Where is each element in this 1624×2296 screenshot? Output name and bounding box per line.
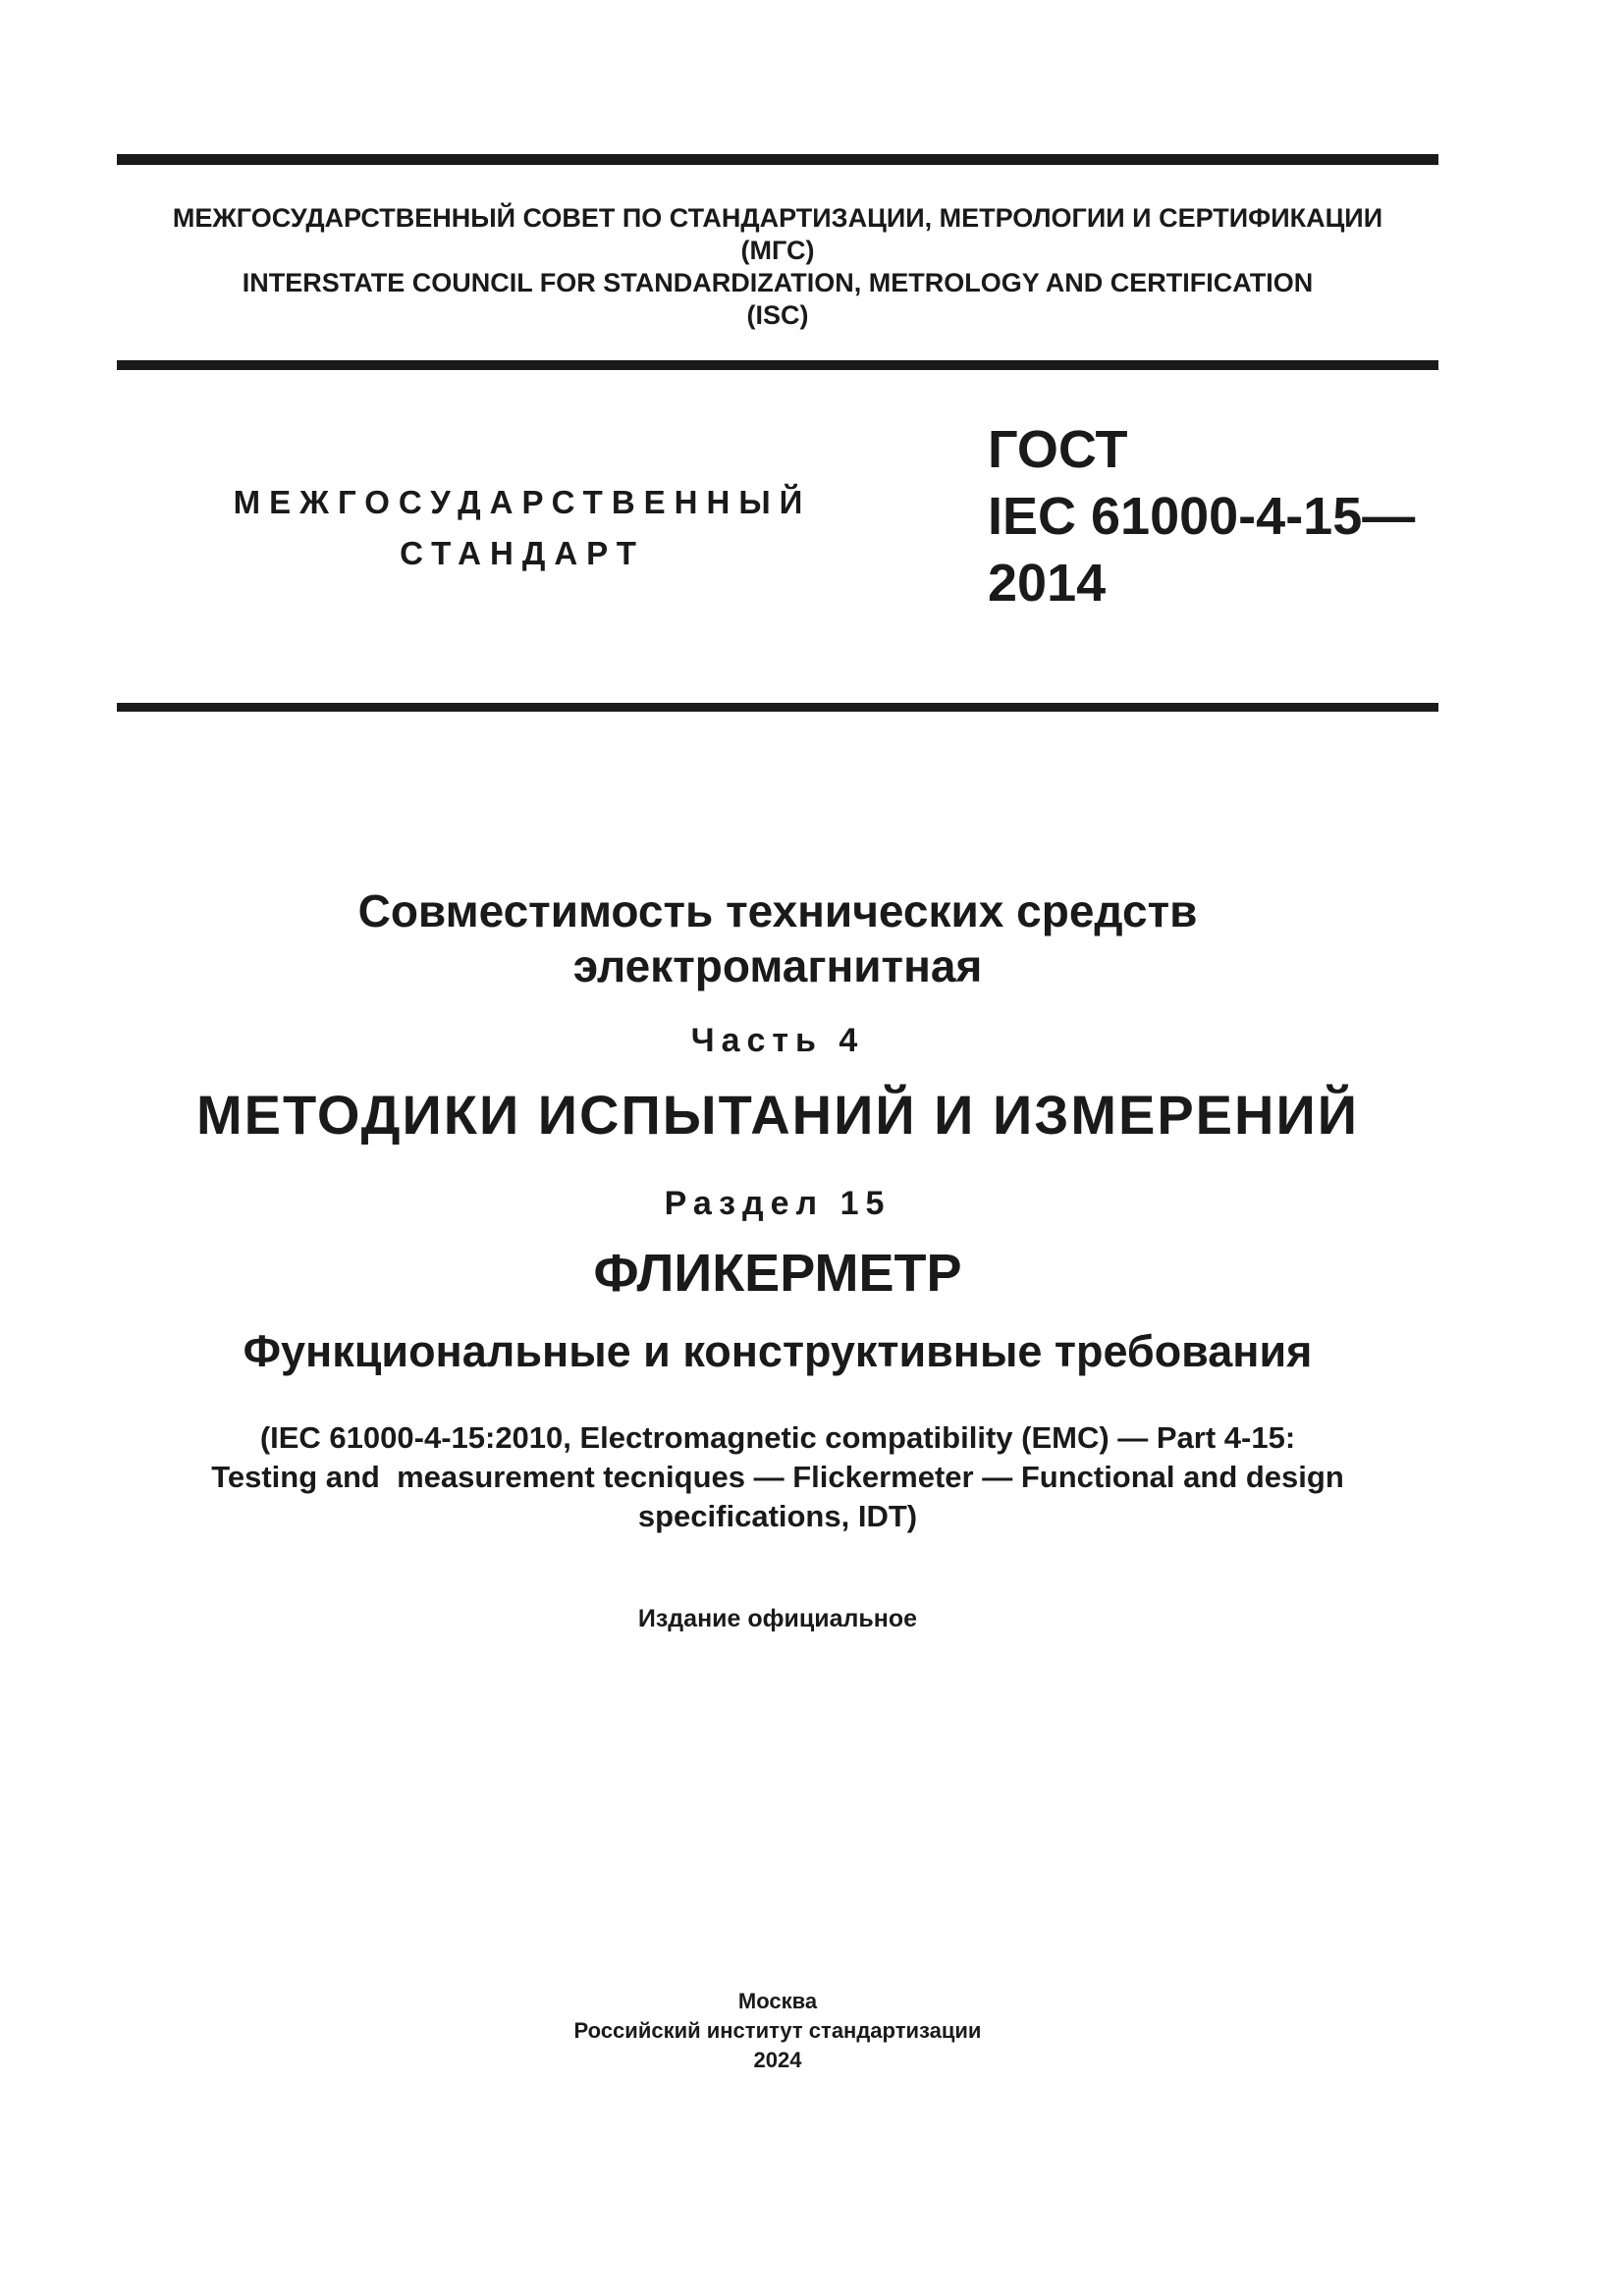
middle-rule (117, 360, 1438, 370)
iec-reference-line2: Testing and measurement tecniques — Flickermeter — Functional and design (211, 1460, 1344, 1494)
standard-designation (988, 416, 1415, 616)
designation-number: IEC 61000-4-15— (988, 487, 1416, 546)
council-abbr-en: (ISC) (746, 300, 809, 330)
section-title: ФЛИКЕРМЕТР (593, 1244, 962, 1303)
council-name-en: INTERSTATE COUNCIL FOR STANDARDIZATION, METROLOGY AND CERTIFICATION (242, 268, 1314, 297)
council-abbr-ru: (МГС) (740, 236, 815, 265)
standard-type-line2: СТАНДАРТ (400, 535, 645, 571)
edition-note: Издание официальное (637, 1605, 918, 1632)
council-header (117, 202, 1438, 332)
top-rule (117, 154, 1438, 165)
iec-reference (117, 1418, 1438, 1536)
designation-gost: ГОСТ (988, 420, 1128, 479)
imprint-publisher: Российский институт стандартизации (573, 2018, 982, 2043)
subtitle: Функциональные и конструктивные требования (243, 1326, 1313, 1376)
part-label: Часть 4 (690, 1022, 865, 1059)
standard-type-line1: МЕЖГОСУДАРСТВЕННЫЙ (233, 484, 812, 520)
imprint (117, 1987, 1438, 2075)
designation-year: 2014 (988, 554, 1107, 613)
imprint-year: 2024 (753, 2048, 802, 2072)
section-label: Раздел 15 (664, 1185, 892, 1222)
document-title (117, 883, 1438, 993)
bottom-rule (117, 703, 1438, 712)
iec-reference-line1: (IEC 61000-4-15:2010, Electromagnetic compatibility (EMC) — Part 4-15: (259, 1420, 1296, 1455)
council-name-ru: МЕЖГОСУДАРСТВЕННЫЙ СОВЕТ ПО СТАНДАРТИЗАЦИИ, МЕТРОЛОГИИ И СЕРТИФИКАЦИИ (172, 203, 1383, 233)
title-line1: Совместимость технических средств (357, 885, 1198, 936)
part-title: МЕТОДИКИ ИСПЫТАНИЙ И ИЗМЕРЕНИЙ (196, 1084, 1359, 1146)
imprint-city: Москва (737, 1989, 818, 2013)
title-line2: электромагнитная (572, 940, 983, 991)
standard-type (218, 477, 827, 579)
iec-reference-line3: specifications, IDT) (637, 1499, 918, 1533)
